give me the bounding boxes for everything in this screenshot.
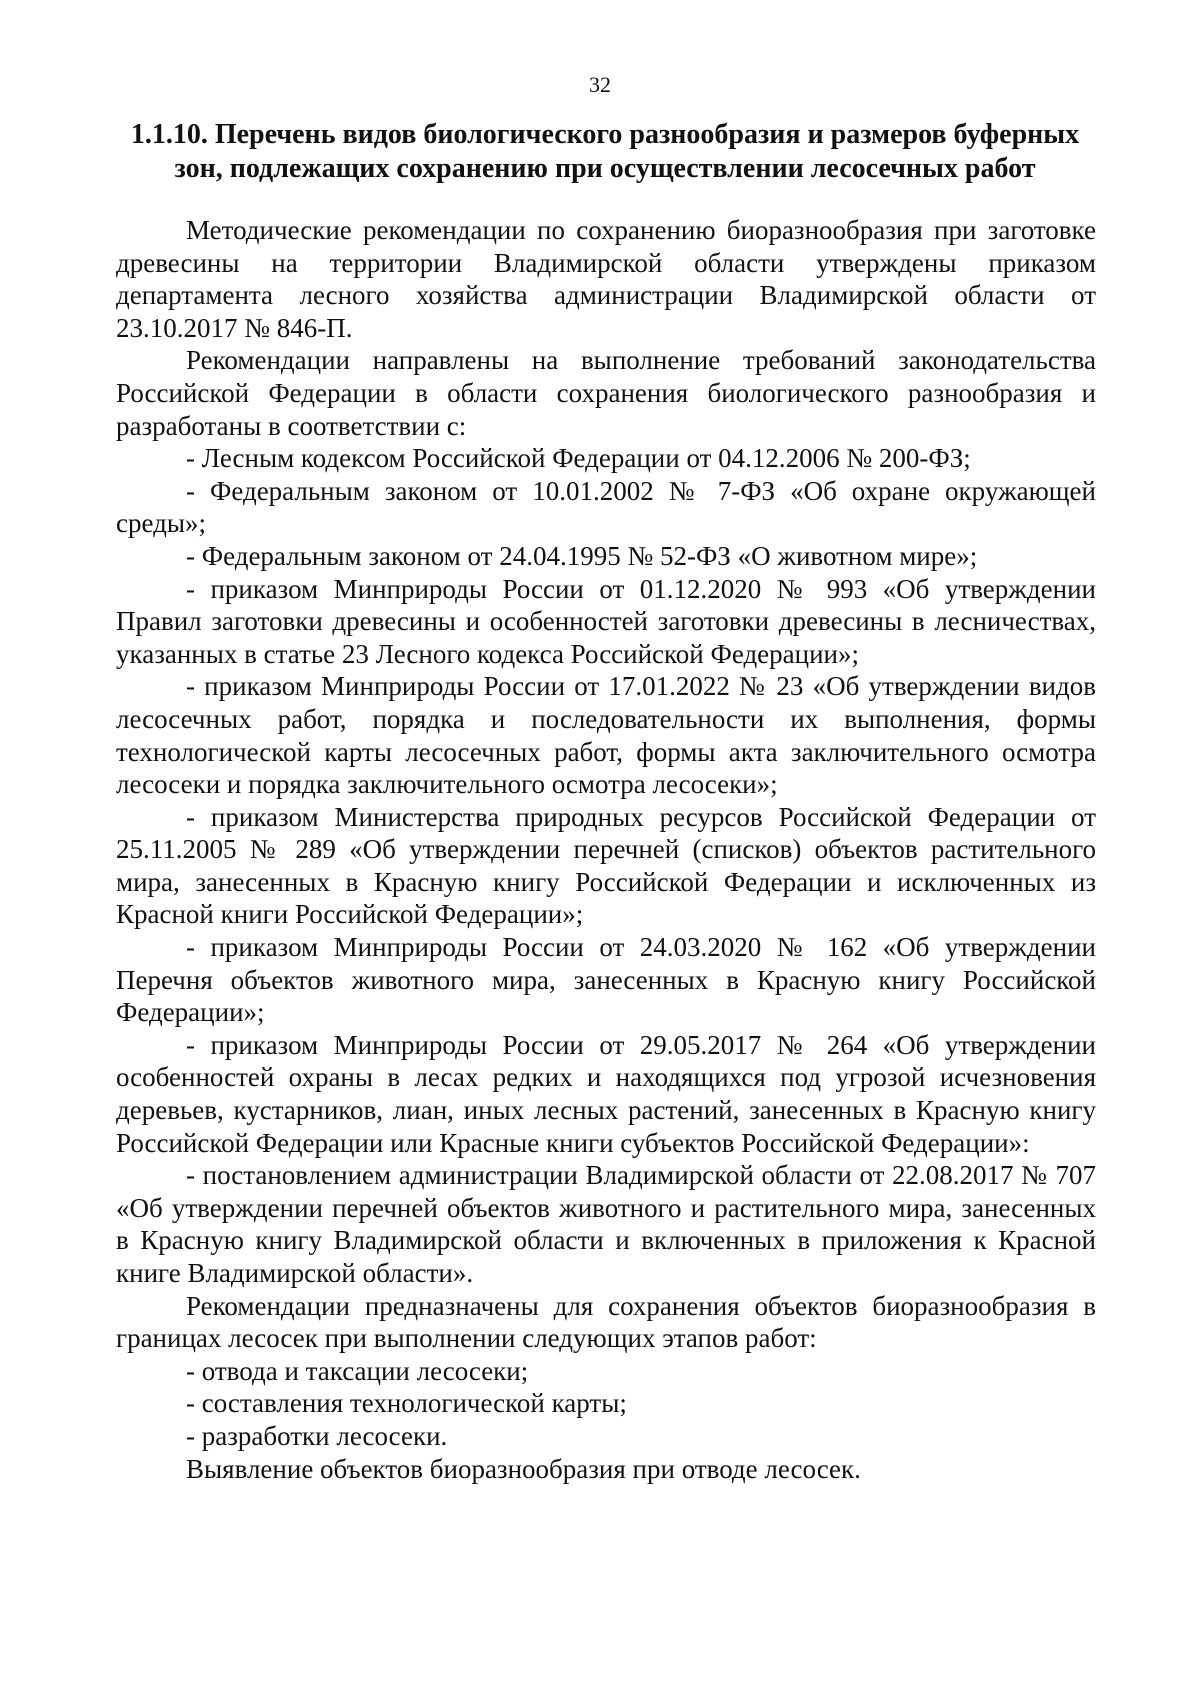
list-item-stage-development: - разработки лесосеки.	[186, 1420, 448, 1451]
list-item-wildlife-law: - Федеральным законом от 24.04.1995 № 52-ФЗ «О животном мире»;	[186, 540, 978, 571]
paragraph-identification: Выявление объектов биоразнообразия при отводе лесосек.	[186, 1453, 861, 1484]
paragraph-intro: Методические рекомендации по сохранению биоразнообразия при заготовке древесины на территории Владимирской области утверждены приказом департамента лесного хозяйства администрации Владимирской области от 23.10.2017 № 846-П.	[116, 215, 1096, 343]
list-item-order-23: - приказом Минприроды России от 17.01.2022 № 23 «Об утверждении видов лесосечных работ, порядка и последовательности их выполнения, формы технологической карты лесосечных работ, формы акта заключительного осмотра лесосеки и порядка заключительного осмотра лесосеки»;	[116, 671, 1096, 800]
paragraph-purpose: Рекомендации предназначены для сохранения объектов биоразнообразия в границах лесосек при выполнении следующих этапов работ:	[116, 1290, 1096, 1354]
section-heading-line-1: 1.1.10. Перечень видов биологического разнообразия и размеров буферных	[130, 119, 1080, 150]
body-text	[116, 214, 1096, 1485]
section-heading-line-2: зон, подлежащих сохранению при осуществлении лесосечных работ	[174, 153, 1036, 184]
list-item-order-993: - приказом Минприроды России от 01.12.2020 № 993 «Об утверждении Правил заготовки древесины и особенностей заготовки древесины в лесничествах, указанных в статье 23 Лесного кодекса Российской Федерации»;	[116, 573, 1096, 669]
list-item-forest-code: - Лесным кодексом Российской Федерации от 04.12.2006 № 200-ФЗ;	[186, 443, 971, 474]
list-item-resolution-707: - постановлением администрации Владимирской области от 22.08.2017 № 707 «Об утверждении перечней объектов животного и растительного мира, занесенных в Красную книгу Владимирской области и включенных в приложения к Красной книге Владимирской области».	[116, 1160, 1096, 1288]
list-item-order-162: - приказом Минприроды России от 24.03.2020 № 162 «Об утверждении Перечня объектов животного мира, занесенных в Красную книгу Российской Федерации»;	[116, 932, 1096, 1028]
list-item-order-264: - приказом Минприроды России от 29.05.2017 № 264 «Об утверждении особенностей охраны в лесах редких и находящихся под угрозой исчезновения деревьев, кустарников, лиан, иных лесных растений, занесенных в Красную книгу Российской Федерации или Красные книги субъектов Российской Федерации»:	[116, 1029, 1096, 1158]
section-heading	[110, 118, 1100, 186]
list-item-order-289: - приказом Министерства природных ресурсов Российской Федерации от 25.11.2005 № 289 «Об утверждении перечней (списков) объектов растительного мира, занесенных в Красную книгу Российской Федерации и исключенных из Красной книги Российской Федерации»;	[116, 801, 1096, 930]
paragraph-requirements: Рекомендации направлены на выполнение требований законодательства Российской Федерации в области сохранения биологического разнообразия и разработаны в соответствии с:	[116, 345, 1096, 441]
list-item-stage-map: - составления технологической карты;	[186, 1388, 627, 1419]
list-item-environment-law: - Федеральным законом от 10.01.2002 № 7-ФЗ «Об охране окружающей среды»;	[116, 475, 1096, 539]
page-number: 32	[589, 72, 611, 97]
list-item-stage-allotment: - отвода и таксации лесосеки;	[186, 1355, 529, 1386]
